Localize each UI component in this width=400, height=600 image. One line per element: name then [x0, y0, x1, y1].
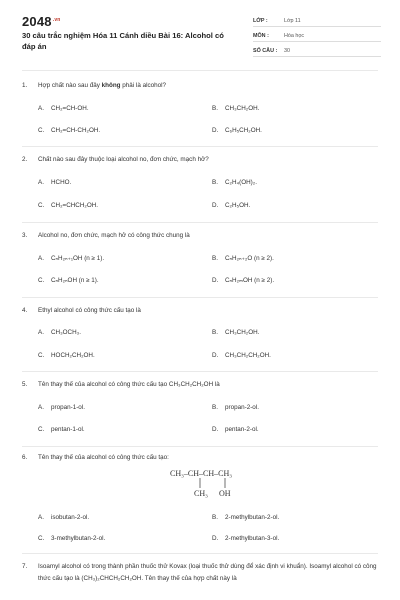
structural-formula — [170, 467, 250, 501]
meta-value: Hóa học — [284, 33, 305, 39]
option-b[interactable] — [212, 329, 259, 336]
stem-part: Hợp chất nào sau đây — [38, 82, 102, 89]
meta-value: 30 — [284, 48, 290, 54]
question-text: Chất nào sau đây thuộc loại alcohol no, đơn chức, mạch hở? — [38, 156, 209, 163]
option-text: isobutan-2-ol. — [51, 514, 90, 521]
option-text: HOCH₂CH₂OH. — [51, 352, 95, 359]
question-number: 2. — [22, 156, 28, 163]
option-c[interactable] — [38, 352, 95, 359]
option-text: CH₂=CHCH₂OH. — [51, 202, 99, 209]
document-title: 30 câu trắc nghiệm Hóa 11 Cánh diều Bài 16: Alcohol có đáp án — [22, 31, 224, 51]
option-b[interactable] — [212, 105, 259, 112]
header-divider — [22, 70, 378, 71]
stem-emphasis: không — [101, 82, 121, 89]
option-text: CH₂=CH-CH₂OH. — [51, 127, 101, 134]
option-d[interactable] — [212, 202, 250, 209]
option-letter: B. — [212, 514, 218, 521]
option-text: pentan-2-ol. — [225, 426, 259, 433]
question-number: 1. — [22, 82, 28, 89]
stem-part: phải là alcohol? — [120, 82, 167, 89]
option-text: CₙH₂ₙOH (n ≥ 1). — [51, 277, 99, 284]
option-text: C₆H₅CH₂OH. — [225, 127, 262, 134]
question-text: Ethyl alcohol có công thức cấu tạo là — [38, 307, 141, 314]
option-letter: A. — [38, 404, 44, 411]
option-letter: C. — [38, 352, 45, 359]
option-text: propan-1-ol. — [51, 404, 85, 411]
option-a[interactable] — [38, 329, 81, 336]
option-a[interactable] — [38, 514, 89, 521]
question-text: Tên thay thế của alcohol có công thức cấu tạo CH₃CH₂CH₂OH là — [38, 381, 220, 388]
question-number: 3. — [22, 232, 28, 239]
option-d[interactable] — [212, 277, 274, 284]
option-b[interactable] — [212, 179, 257, 186]
option-b[interactable] — [212, 255, 274, 262]
option-letter: C. — [38, 277, 45, 284]
document-header — [0, 0, 400, 72]
option-b[interactable] — [212, 404, 259, 411]
option-letter: A. — [38, 514, 44, 521]
formula-sub-right: OH — [219, 489, 231, 498]
question-number: 5. — [22, 381, 28, 388]
question-number: 7. — [22, 563, 28, 570]
option-a[interactable] — [38, 105, 89, 112]
option-a[interactable] — [38, 404, 85, 411]
question-text: Isoamyl alcohol có trong thành phần thuốc thử Kovax (loại thuốc thử dùng để xác định vi khuẩn). Isoamyl alcohol có công thức cấu tạo là (CH₃)₂CHCH₂CH₂OH. Tên thay thế của hợp chất này là — [38, 563, 377, 582]
option-text: CₙH₂ₙ₊₂O (n ≥ 2). — [225, 255, 274, 262]
meta-row-class — [253, 14, 381, 27]
option-letter: C. — [38, 426, 45, 433]
option-text: HCHO. — [51, 179, 72, 186]
option-text: 2-methylbutan-2-ol. — [225, 514, 280, 521]
logo-suffix: .vn — [52, 16, 61, 23]
option-text: CₙH₂ₙ₊₁OH (n ≥ 1). — [51, 255, 105, 262]
question-text — [38, 81, 382, 90]
question-divider — [22, 222, 378, 223]
meta-row-subject — [253, 29, 381, 42]
option-letter: C. — [38, 127, 45, 134]
option-text: C₂H₄(OH)₂. — [225, 179, 257, 186]
option-a[interactable] — [38, 179, 71, 186]
question-divider — [22, 297, 378, 298]
question-text: Tên thay thế của alcohol có công thức cấu tạo: — [38, 454, 169, 461]
meta-key: LỚP : — [253, 18, 268, 24]
option-text: 3-methylbutan-2-ol. — [51, 535, 106, 542]
option-letter: D. — [212, 352, 219, 359]
option-text: CH₂=CH-OH. — [51, 105, 89, 112]
option-letter: B. — [212, 329, 218, 336]
option-text: C₂H₅OH. — [225, 202, 251, 209]
option-c[interactable] — [38, 277, 99, 284]
question-divider — [22, 446, 378, 447]
option-d[interactable] — [212, 352, 271, 359]
formula-sub-left: CH₃ — [194, 489, 208, 498]
question-text: Alcohol no, đơn chức, mạch hở có công thức chung là — [38, 232, 190, 239]
question-divider — [22, 371, 378, 372]
formula-main-chain: CH₃–CH–CH–CH₃ — [170, 469, 233, 478]
site-logo[interactable] — [22, 14, 61, 29]
option-text: 2-methylbutan-3-ol. — [225, 535, 280, 542]
option-letter: C. — [38, 202, 45, 209]
option-letter: B. — [212, 105, 218, 112]
option-letter: A. — [38, 255, 44, 262]
option-c[interactable] — [38, 535, 105, 542]
question-number: 4. — [22, 307, 28, 314]
option-text: CH₃CH₂OH. — [225, 105, 260, 112]
option-letter: D. — [212, 277, 219, 284]
meta-row-count — [253, 44, 381, 57]
option-text: propan-2-ol. — [225, 404, 259, 411]
option-text: CH₃CH₂CH₂OH. — [225, 352, 271, 359]
option-c[interactable] — [38, 426, 85, 433]
option-d[interactable] — [212, 127, 262, 134]
option-letter: A. — [38, 179, 44, 186]
option-letter: B. — [212, 255, 218, 262]
option-letter: C. — [38, 535, 45, 542]
option-letter: A. — [38, 329, 44, 336]
option-text: pentan-1-ol. — [51, 426, 85, 433]
option-a[interactable] — [38, 255, 104, 262]
option-text: CH₃OCH₃. — [51, 329, 81, 336]
option-letter: D. — [212, 535, 219, 542]
option-c[interactable] — [38, 127, 100, 134]
option-text: CₙH₂ₘOH (n ≥ 2). — [225, 277, 275, 284]
option-d[interactable] — [212, 535, 279, 542]
question-divider — [22, 146, 378, 147]
option-letter: D. — [212, 426, 219, 433]
meta-key: SỐ CÂU : — [253, 48, 278, 54]
option-text: CH₃CH₂OH. — [225, 329, 260, 336]
question-number: 6. — [22, 454, 28, 461]
option-letter: A. — [38, 105, 44, 112]
option-letter: D. — [212, 127, 219, 134]
logo-text: 2048 — [22, 14, 52, 29]
option-letter: D. — [212, 202, 219, 209]
option-c[interactable] — [38, 202, 98, 209]
meta-value: Lớp 11 — [284, 18, 301, 24]
option-letter: B. — [212, 404, 218, 411]
option-d[interactable] — [212, 426, 259, 433]
option-letter: B. — [212, 179, 218, 186]
option-b[interactable] — [212, 514, 279, 521]
question-divider — [22, 553, 378, 554]
meta-key: MÔN : — [253, 33, 269, 39]
